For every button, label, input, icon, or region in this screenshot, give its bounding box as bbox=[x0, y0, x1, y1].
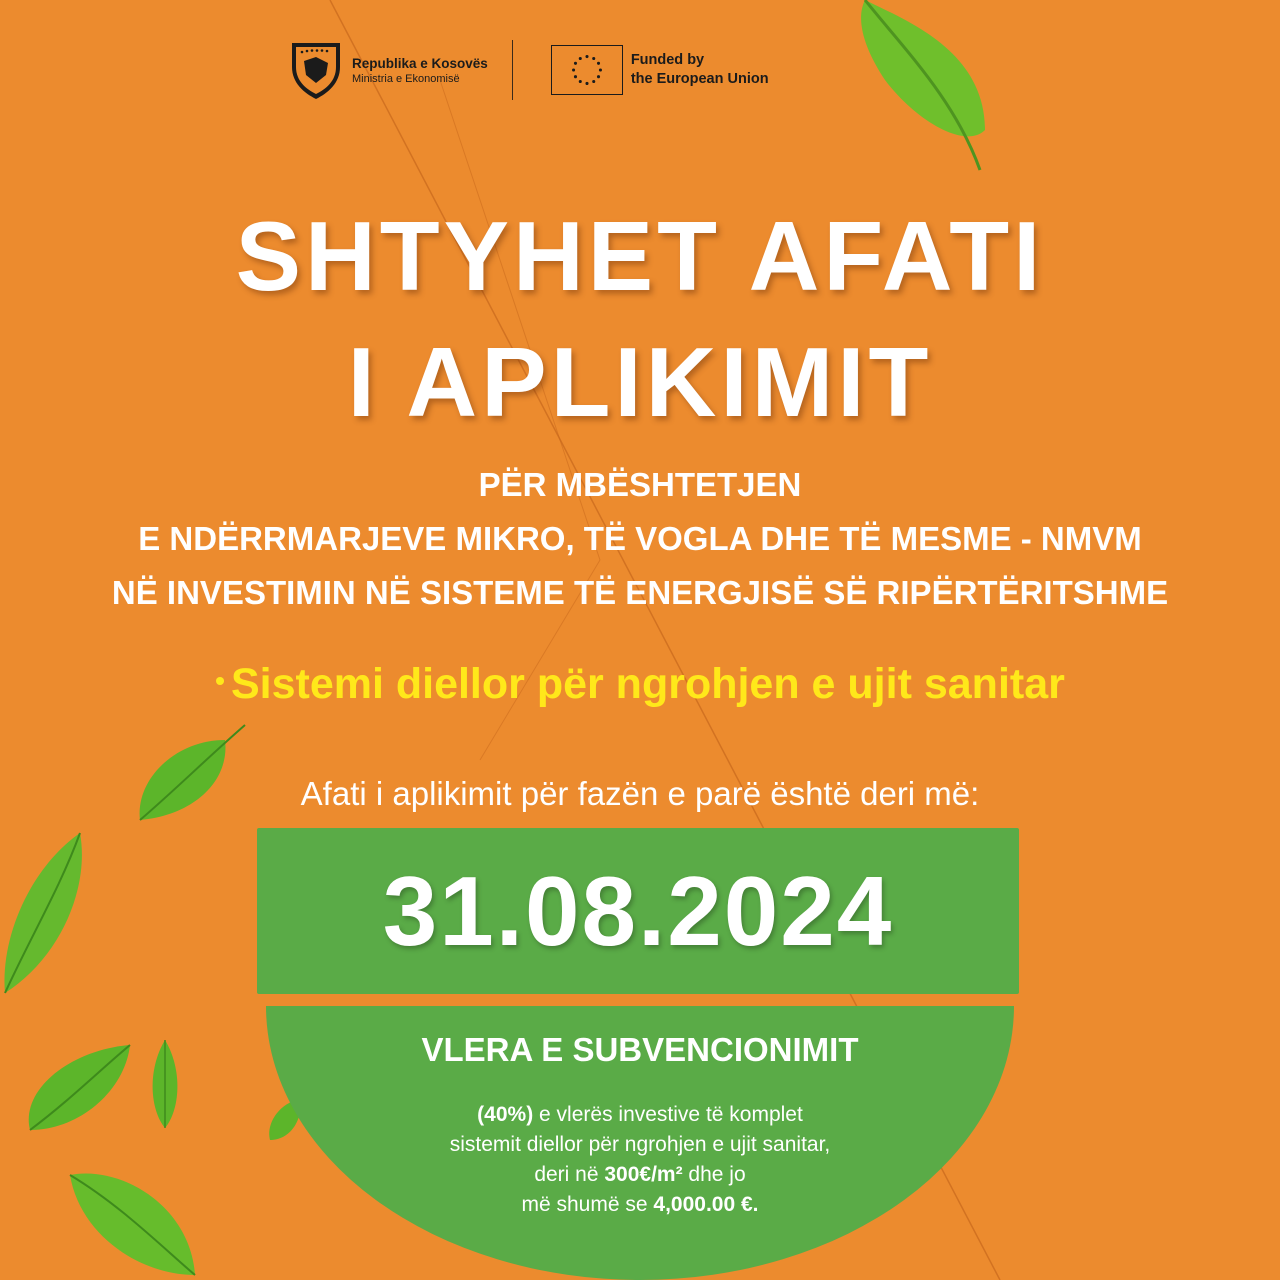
eu-logo bbox=[551, 45, 769, 95]
deadline-label: Afati i aplikimit për fazën e parë është deri më: bbox=[300, 775, 980, 812]
kosovo-ministry: Ministria e Ekonomisë bbox=[352, 72, 460, 85]
bullet-item bbox=[0, 660, 1280, 709]
subsidy-description bbox=[266, 1100, 1014, 1220]
subtitle-line-3: NË INVESTIMIN NË SISTEME TË ENERGJISË SË RIPËRTËRITSHME bbox=[111, 574, 1169, 611]
subtitle-line-1: PËR MBËSHTETJEN bbox=[478, 466, 802, 503]
kosovo-logo bbox=[288, 39, 488, 101]
title-line-1: SHTYHET AFATI bbox=[235, 201, 1045, 311]
bullet-dot: • bbox=[215, 665, 225, 696]
header-divider bbox=[512, 40, 513, 100]
subsidy-line-2: sistemit diellor për ngrohjen e ujit sanitar, bbox=[449, 1133, 831, 1156]
subsidy-max-per-m2: 300€/m² bbox=[604, 1163, 683, 1186]
subsidy-line-3-post: dhe jo bbox=[682, 1163, 746, 1186]
title-line-2: I APLIKIMIT bbox=[347, 327, 933, 437]
subsidy-percent: (40%) bbox=[477, 1103, 534, 1126]
subsidy-line-4 bbox=[266, 1190, 1014, 1220]
subsidy-line-1 bbox=[266, 1100, 1014, 1130]
leaf-bottom-left-decoration-2 bbox=[145, 1040, 185, 1130]
leaf-bottom-left-decoration-4 bbox=[60, 1165, 200, 1280]
subsidy-line-3 bbox=[266, 1160, 1014, 1190]
bullet-text: Sistemi diellor për ngrohjen e ujit sanitar bbox=[230, 660, 1065, 708]
subsidy-line-3-pre: deri në bbox=[534, 1163, 605, 1186]
kosovo-emblem-icon bbox=[288, 39, 344, 101]
subsidy-line-4-pre: më shumë se bbox=[521, 1193, 654, 1216]
subsidy-max-total: 4,000.00 €. bbox=[653, 1193, 759, 1216]
header-logos bbox=[288, 38, 769, 102]
eu-line-2: the European Union bbox=[630, 71, 769, 87]
leaf-left-decoration bbox=[0, 828, 90, 998]
subsidy-title: VLERA E SUBVENCIONIMIT bbox=[421, 1031, 859, 1068]
leaf-bottom-left-decoration-1 bbox=[20, 1030, 140, 1140]
kosovo-title: Republika e Kosovës bbox=[352, 55, 488, 71]
eu-line-1: Funded by bbox=[630, 52, 705, 68]
deadline-date: 31.08.2024 bbox=[382, 855, 894, 966]
leaf-top-right-decoration bbox=[845, 0, 995, 175]
subtitle-line-2: E NDËRRMARJEVE MIKRO, TË VOGLA DHE TË MESME - NMVM bbox=[138, 520, 1142, 557]
subsidy-line-1-text: e vlerës investive të komplet bbox=[533, 1103, 803, 1126]
deadline-date-box bbox=[257, 828, 1019, 994]
eu-flag-icon bbox=[551, 45, 623, 95]
